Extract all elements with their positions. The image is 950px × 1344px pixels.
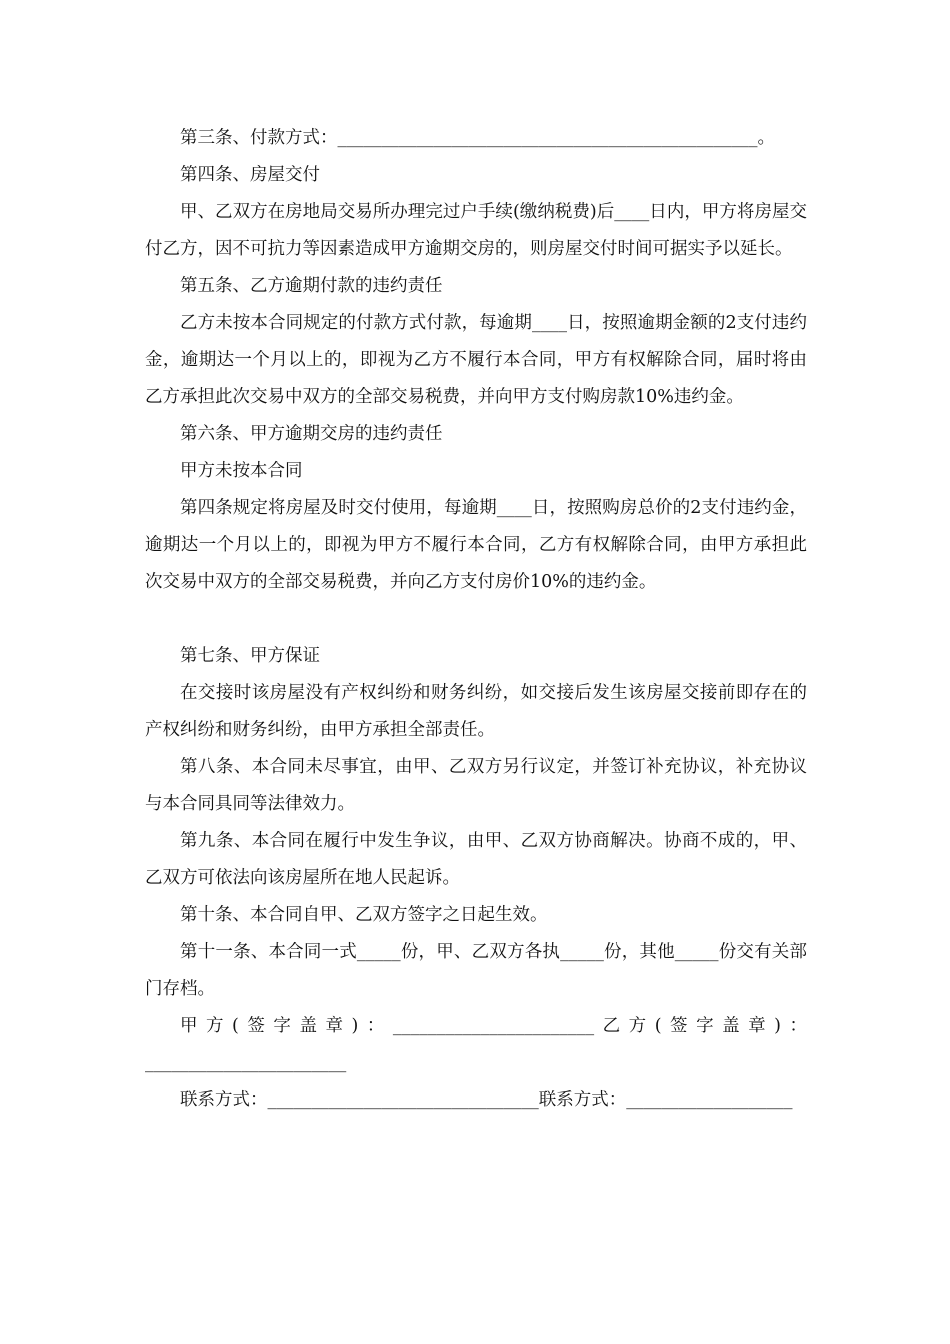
clause-7-heading: 第七条、甲方保证 [180, 646, 320, 666]
contract-page [145, 120, 807, 1119]
clause-4-heading: 第四条、房屋交付 [180, 165, 320, 185]
clause-4-body: 甲、乙双方在房地局交易所办理完过户手续(缴纳税费)后____日内，甲方将房屋交付乙方，因不可抗力等因素造成甲方逾期交房的，则房屋交付时间可据实予以延长。 [145, 202, 807, 259]
signature-line: 甲方(签字盖章)：_______________________乙方(签字盖章)：_______________________ [145, 1016, 807, 1073]
clause-11: 第十一条、本合同一式_____份，甲、乙双方各执_____份，其他_____份交有关部门存档。 [145, 942, 807, 999]
clause-7-body: 在交接时该房屋没有产权纠纷和财务纠纷，如交接后发生该房屋交接前即存在的产权纠纷和财务纠纷，由甲方承担全部责任。 [145, 683, 807, 740]
clause-8: 第八条、本合同未尽事宜，由甲、乙双方另行议定，并签订补充协议，补充协议与本合同具同等法律效力。 [145, 757, 807, 814]
clause-6-heading: 第六条、甲方逾期交房的违约责任 [180, 424, 443, 444]
clause-3-payment: 第三条、付款方式：________________________________________________。 [180, 128, 775, 148]
clause-5-heading: 第五条、乙方逾期付款的违约责任 [180, 276, 443, 296]
contact-line: 联系方式：_______________________________联系方式：___________________ [180, 1090, 793, 1110]
clause-10: 第十条、本合同自甲、乙双方签字之日起生效。 [180, 905, 548, 925]
paragraph-gap [145, 601, 807, 638]
clause-9: 第九条、本合同在履行中发生争议，由甲、乙双方协商解决。协商不成的，甲、乙双方可依法向该房屋所在地人民起诉。 [145, 831, 807, 888]
clause-6-intro: 甲方未按本合同 [180, 461, 303, 481]
clause-6-body: 第四条规定将房屋及时交付使用，每逾期____日，按照购房总价的2支付违约金，逾期达一个月以上的，即视为甲方不履行本合同，乙方有权解除合同，由甲方承担此次交易中双方的全部交易税费，并向乙方支付房价10%的违约金。 [145, 498, 807, 592]
clause-5-body: 乙方未按本合同规定的付款方式付款，每逾期____日，按照逾期金额的2支付违约金，逾期达一个月以上的，即视为乙方不履行本合同，甲方有权解除合同，届时将由乙方承担此次交易中双方的全部交易税费，并向甲方支付购房款10%违约金。 [145, 313, 807, 407]
